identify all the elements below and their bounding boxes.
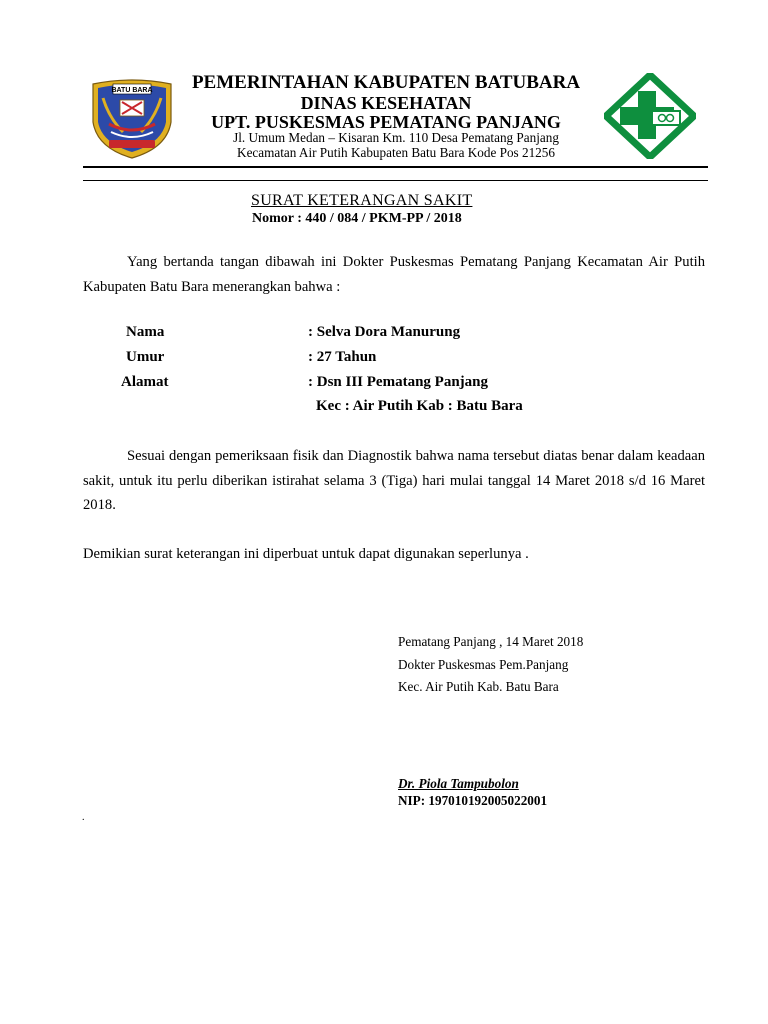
signature-position-area: Kec. Air Putih Kab. Batu Bara bbox=[398, 679, 559, 694]
letter-title: SURAT KETERANGAN SAKIT bbox=[251, 192, 473, 209]
age-label: Umur bbox=[126, 349, 165, 365]
batubara-emblem bbox=[89, 78, 175, 160]
name-value: : Selva Dora Manurung bbox=[308, 324, 461, 340]
doctor-name: Dr. Piola Tampubolon bbox=[398, 776, 519, 791]
doctor-nip: NIP: 197010192005022001 bbox=[398, 793, 548, 808]
closing-paragraph: Demikian surat keterangan ini diperbuat untuk dapat digunakan seperlunya . bbox=[83, 546, 529, 562]
emblem-label: BATU BARA bbox=[111, 87, 153, 94]
address-label: Alamat bbox=[121, 374, 169, 390]
header-address-district: Kecamatan Air Putih Kabupaten Batu Bara Kode Pos 21256 bbox=[237, 145, 555, 160]
signature-place-date: Pematang Panjang , 14 Maret 2018 bbox=[398, 634, 584, 649]
puskesmas-health-logo bbox=[604, 73, 696, 159]
signature-position: Dokter Puskesmas Pem.Panjang bbox=[398, 657, 569, 672]
header-institution: UPT. PUSKESMAS PEMATANG PANJANG bbox=[211, 112, 561, 132]
address-value-district: Kec : Air Putih Kab : Batu Bara bbox=[316, 398, 523, 414]
age-value: : 27 Tahun bbox=[308, 349, 377, 365]
header-address-street: Jl. Umum Medan – Kisaran Km. 110 Desa Pematang Panjang bbox=[233, 130, 559, 145]
header-divider-thick bbox=[83, 166, 708, 168]
header-government: PEMERINTAHAN KABUPATEN BATUBARA bbox=[191, 72, 581, 93]
trailing-mark: . bbox=[82, 812, 85, 823]
header-divider-thin bbox=[83, 180, 708, 181]
name-label: Nama bbox=[126, 324, 165, 340]
address-value: : Dsn III Pematang Panjang bbox=[308, 374, 489, 390]
intro-paragraph: Yang bertanda tangan dibawah ini Dokter Puskesmas Pematang Panjang Kecamatan Air Putih Kabupaten Batu Bara menerangkan bahwa : bbox=[83, 254, 705, 295]
diagnosis-paragraph: Sesuai dengan pemeriksaan fisik dan Diagnostik bahwa nama tersebut diatas benar dalam keadaan sakit, untuk itu perlu diberikan istirahat selama 3 (Tiga) hari mulai tanggal 14 Maret 2018 s/d 16 Maret 2018. bbox=[83, 448, 705, 513]
letter-number: Nomor : 440 / 084 / PKM-PP / 2018 bbox=[252, 211, 462, 226]
header-department: DINAS KESEHATAN bbox=[300, 93, 472, 113]
